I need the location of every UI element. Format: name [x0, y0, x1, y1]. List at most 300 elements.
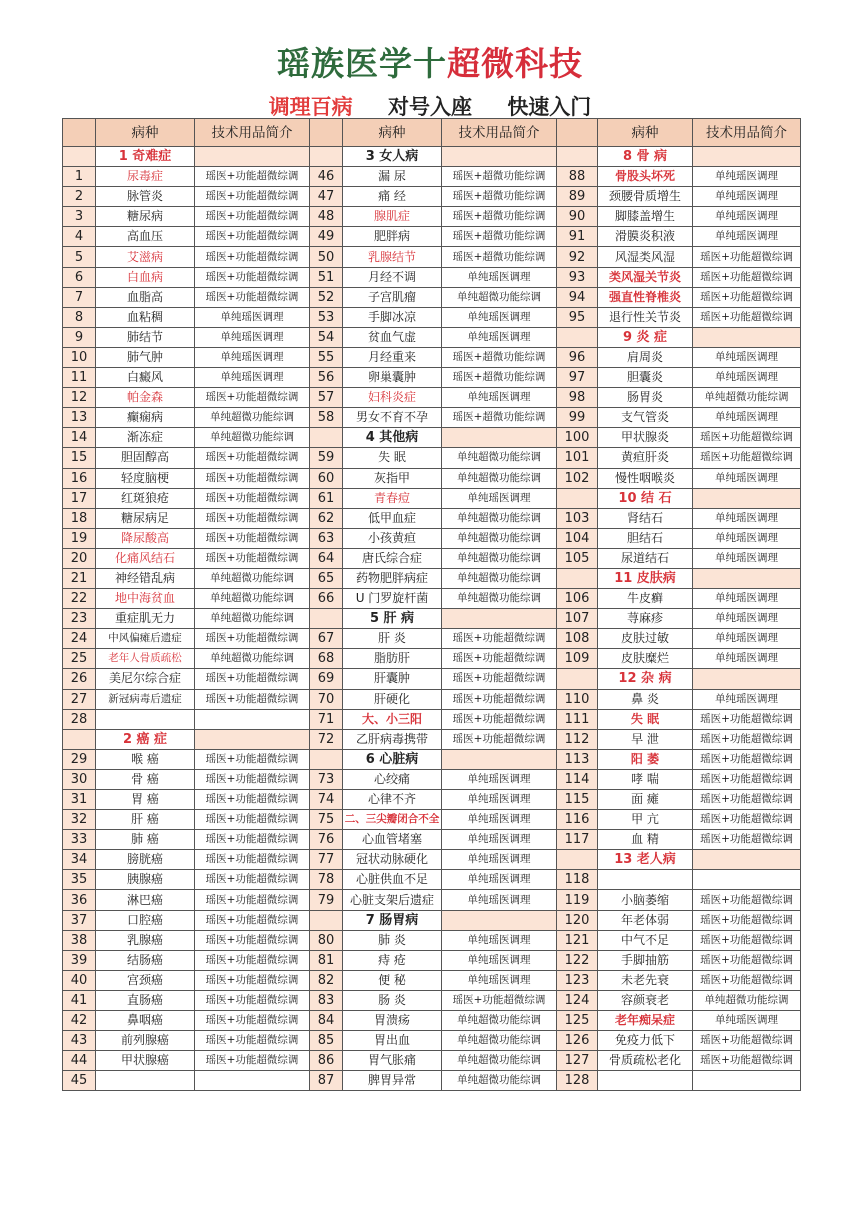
- section-num-cell: [557, 568, 598, 588]
- product-description: 瑶医+功能超微综调: [693, 307, 801, 327]
- table-row: [63, 207, 801, 227]
- table-row: [63, 870, 801, 890]
- product-description: 瑶医+超微功能综调: [442, 167, 557, 187]
- product-description: 瑶医+超微功能综调: [442, 187, 557, 207]
- disease-name: 手脚冰凉: [343, 307, 442, 327]
- disease-name: 地中海贫血: [96, 589, 195, 609]
- row-number: 102: [557, 468, 598, 488]
- product-description: 瑶医+功能超微综调: [693, 810, 801, 830]
- row-number: 22: [63, 589, 96, 609]
- product-description: 瑶医+功能超微综调: [195, 970, 310, 990]
- product-description: 单纯瑶医调理: [442, 790, 557, 810]
- disease-name: 子宫肌瘤: [343, 287, 442, 307]
- table-row: [63, 448, 801, 468]
- product-description: 单纯瑶医调理: [693, 347, 801, 367]
- table-row: [63, 1071, 801, 1091]
- product-description: 单纯超微功能综调: [442, 1011, 557, 1031]
- section-title: [343, 147, 442, 167]
- disease-name: 胆囊炎: [598, 368, 693, 388]
- table-row: [63, 830, 801, 850]
- row-number: 106: [557, 589, 598, 609]
- disease-name: 容颜衰老: [598, 990, 693, 1010]
- title-part1: 瑶族医学十: [277, 44, 447, 83]
- disease-name: 大、小三阳: [343, 709, 442, 729]
- section-title-text: 8 骨 病: [622, 149, 668, 165]
- disease-name: 中气不足: [598, 930, 693, 950]
- row-number: 11: [63, 368, 96, 388]
- row-number: 60: [310, 468, 343, 488]
- row-number: 62: [310, 508, 343, 528]
- disease-name: 前列腺癌: [96, 1031, 195, 1051]
- disease-name: 喉 癌: [96, 749, 195, 769]
- disease-name: 阳 萎: [598, 749, 693, 769]
- section-empty-cell: [693, 147, 801, 167]
- table-row: [63, 990, 801, 1010]
- disease-name: 骨质疏松老化: [598, 1051, 693, 1071]
- product-description: 瑶医+功能超微综调: [195, 790, 310, 810]
- disease-name: 未老先衰: [598, 970, 693, 990]
- product-description: 瑶医+功能超微综调: [693, 709, 801, 729]
- section-title: [598, 669, 693, 689]
- header-num: [63, 119, 96, 147]
- row-number: 14: [63, 428, 96, 448]
- product-description: 单纯超微功能综调: [442, 1071, 557, 1091]
- table-row: [63, 609, 801, 629]
- row-number: 88: [557, 167, 598, 187]
- product-description: 单纯瑶医调理: [442, 810, 557, 830]
- disease-name: 糖尿病: [96, 207, 195, 227]
- disease-name: 肩周炎: [598, 347, 693, 367]
- product-description: 瑶医+功能超微综调: [195, 769, 310, 789]
- subtitle-2: 对号入座: [388, 95, 472, 119]
- row-number: 1: [63, 167, 96, 187]
- disease-name: 心脏支架后遗症: [343, 890, 442, 910]
- row-number: 12: [63, 388, 96, 408]
- disease-name: 胰腺癌: [96, 870, 195, 890]
- disease-name: 骨股头坏死: [598, 167, 693, 187]
- row-number: 37: [63, 910, 96, 930]
- subtitle-1: 调理百病: [268, 95, 353, 119]
- disease-name: 年老体弱: [598, 910, 693, 930]
- header-product: 技术用品简介: [442, 119, 557, 147]
- disease-name: 胃溃疡: [343, 1011, 442, 1031]
- row-number: 114: [557, 769, 598, 789]
- disease-name: 心脏供血不足: [343, 870, 442, 890]
- header-disease: 病种: [343, 119, 442, 147]
- disease-name: 肝硬化: [343, 689, 442, 709]
- disease-name: 鼻咽癌: [96, 1011, 195, 1031]
- disease-name: 渐冻症: [96, 428, 195, 448]
- disease-name: 失 眠: [343, 448, 442, 468]
- product-description: [195, 709, 310, 729]
- row-number: 16: [63, 468, 96, 488]
- row-number: 46: [310, 167, 343, 187]
- product-description: 单纯瑶医调理: [442, 930, 557, 950]
- page-title: [0, 42, 860, 86]
- row-number: 97: [557, 368, 598, 388]
- row-number: 84: [310, 1011, 343, 1031]
- disease-name: 皮肤过敏: [598, 629, 693, 649]
- disease-name: 肝 癌: [96, 810, 195, 830]
- disease-name: 重症肌无力: [96, 609, 195, 629]
- disease-name: 月经不调: [343, 267, 442, 287]
- product-description: 单纯超微功能综调: [195, 589, 310, 609]
- disease-name: 白癜风: [96, 368, 195, 388]
- disease-name: 心律不齐: [343, 790, 442, 810]
- subtitle-3: 快速入门: [507, 95, 592, 119]
- row-number: 68: [310, 649, 343, 669]
- disease-name: 牛皮癣: [598, 589, 693, 609]
- section-empty-cell: [195, 729, 310, 749]
- product-description: 单纯瑶医调理: [442, 830, 557, 850]
- disease-name: 心绞痛: [343, 769, 442, 789]
- row-number: 85: [310, 1031, 343, 1051]
- disease-name: 腺肌症: [343, 207, 442, 227]
- product-description: 瑶医+功能超微综调: [195, 528, 310, 548]
- row-number: 45: [63, 1071, 96, 1091]
- row-number: 5: [63, 247, 96, 267]
- row-number: 73: [310, 769, 343, 789]
- row-number: 69: [310, 669, 343, 689]
- row-number: 119: [557, 890, 598, 910]
- section-num-cell: [557, 488, 598, 508]
- table-row: [63, 548, 801, 568]
- product-description: 瑶医+功能超微综调: [195, 388, 310, 408]
- section-title-text: 13 老人病: [614, 852, 676, 868]
- disease-name: 肠胃炎: [598, 388, 693, 408]
- row-number: 100: [557, 428, 598, 448]
- product-description: 瑶医+功能超微综调: [693, 790, 801, 810]
- disease-name: 神经错乱病: [96, 568, 195, 588]
- product-description: 单纯瑶医调理: [442, 327, 557, 347]
- table-row: [63, 388, 801, 408]
- section-title: [96, 729, 195, 749]
- row-number: 56: [310, 368, 343, 388]
- product-description: 瑶医+功能超微综调: [195, 468, 310, 488]
- row-number: 20: [63, 548, 96, 568]
- disease-name: 药物肥胖病症: [343, 568, 442, 588]
- row-number: 9: [63, 327, 96, 347]
- row-number: 10: [63, 347, 96, 367]
- product-description: 瑶医+功能超微综调: [442, 689, 557, 709]
- section-title-text: 3 女人病: [365, 149, 419, 165]
- table-row: [63, 1011, 801, 1031]
- product-description: 单纯超微功能综调: [442, 589, 557, 609]
- product-description: 瑶医+功能超微综调: [693, 830, 801, 850]
- product-description: 单纯瑶医调理: [195, 327, 310, 347]
- product-description: 瑶医+功能超微综调: [195, 1031, 310, 1051]
- row-number: 74: [310, 790, 343, 810]
- product-description: 单纯瑶医调理: [693, 528, 801, 548]
- row-number: 94: [557, 287, 598, 307]
- row-number: 7: [63, 287, 96, 307]
- row-number: 3: [63, 207, 96, 227]
- disease-name: 高血压: [96, 227, 195, 247]
- table-row: [63, 689, 801, 709]
- row-number: 52: [310, 287, 343, 307]
- disease-name: 脂肪肝: [343, 649, 442, 669]
- product-description: 单纯超微功能综调: [442, 287, 557, 307]
- product-description: 瑶医+功能超微综调: [195, 689, 310, 709]
- header-disease: 病种: [598, 119, 693, 147]
- product-description: 瑶医+功能超微综调: [195, 1051, 310, 1071]
- disease-name: 膀胱癌: [96, 850, 195, 870]
- disease-name: 乳腺结节: [343, 247, 442, 267]
- row-number: 108: [557, 629, 598, 649]
- product-description: 瑶医+功能超微综调: [195, 227, 310, 247]
- product-description: 瑶医+功能超微综调: [195, 850, 310, 870]
- disease-name: 支气管炎: [598, 408, 693, 428]
- product-description: 单纯超微功能综调: [195, 408, 310, 428]
- row-number: 103: [557, 508, 598, 528]
- disease-name: 胃气胀痛: [343, 1051, 442, 1071]
- disease-name: 脾胃异常: [343, 1071, 442, 1091]
- disease-name: U 门罗旋杆菌: [343, 589, 442, 609]
- table-row: [63, 187, 801, 207]
- section-empty-cell: [195, 147, 310, 167]
- row-number: 42: [63, 1011, 96, 1031]
- row-number: 8: [63, 307, 96, 327]
- section-title: [343, 749, 442, 769]
- product-description: 瑶医+功能超微综调: [442, 669, 557, 689]
- row-number: 63: [310, 528, 343, 548]
- table-row: [63, 568, 801, 588]
- product-description: 瑶医+功能超微综调: [195, 287, 310, 307]
- product-description: 瑶医+功能超微综调: [693, 287, 801, 307]
- row-number: 33: [63, 830, 96, 850]
- product-description: 单纯超微功能综调: [442, 528, 557, 548]
- table-row: [63, 247, 801, 267]
- table-row: [63, 890, 801, 910]
- row-number: 21: [63, 568, 96, 588]
- row-number: 65: [310, 568, 343, 588]
- row-number: 83: [310, 990, 343, 1010]
- table-row: [63, 508, 801, 528]
- product-description: 单纯瑶医调理: [693, 589, 801, 609]
- section-title: [598, 488, 693, 508]
- product-description: 瑶医+功能超微综调: [693, 428, 801, 448]
- table-row: [63, 709, 801, 729]
- row-number: 92: [557, 247, 598, 267]
- disease-name: 肺 炎: [343, 930, 442, 950]
- disease-name: 便 秘: [343, 970, 442, 990]
- disease-name: 退行性关节炎: [598, 307, 693, 327]
- section-num-cell: [310, 147, 343, 167]
- disease-name: 脚膝盖增生: [598, 207, 693, 227]
- table-row: [63, 729, 801, 749]
- product-description: 单纯瑶医调理: [442, 870, 557, 890]
- product-description: 单纯超微功能综调: [442, 1051, 557, 1071]
- product-description: 瑶医+超微功能综调: [442, 408, 557, 428]
- row-number: 41: [63, 990, 96, 1010]
- product-description: 瑶医+功能超微综调: [195, 548, 310, 568]
- table-row: [63, 769, 801, 789]
- row-number: 123: [557, 970, 598, 990]
- table-row: [63, 950, 801, 970]
- disease-name: 胃出血: [343, 1031, 442, 1051]
- disease-name: 化痛风结石: [96, 548, 195, 568]
- product-description: 单纯瑶医调理: [693, 649, 801, 669]
- disease-name: 胆固醇高: [96, 448, 195, 468]
- product-description: 瑶医+功能超微综调: [693, 930, 801, 950]
- row-number: 98: [557, 388, 598, 408]
- row-number: 17: [63, 488, 96, 508]
- disease-name: 新冠病毒后遗症: [96, 689, 195, 709]
- disease-name: 失 眠: [598, 709, 693, 729]
- row-number: 72: [310, 729, 343, 749]
- table-row: [63, 408, 801, 428]
- disease-name: 甲状腺炎: [598, 428, 693, 448]
- disease-name: 低甲血症: [343, 508, 442, 528]
- product-description: 单纯超微功能综调: [442, 1031, 557, 1051]
- table-row: [63, 327, 801, 347]
- disease-name: 荨麻疹: [598, 609, 693, 629]
- disease-name: 冠状动脉硬化: [343, 850, 442, 870]
- disease-name: 滑膜炎积液: [598, 227, 693, 247]
- disease-name: 免疫力低下: [598, 1031, 693, 1051]
- product-description: 瑶医+功能超微综调: [693, 970, 801, 990]
- section-title: [598, 327, 693, 347]
- disease-name: 灰指甲: [343, 468, 442, 488]
- row-number: 111: [557, 709, 598, 729]
- disease-name: 小孩黄疸: [343, 528, 442, 548]
- disease-name: 口腔癌: [96, 910, 195, 930]
- disease-name: 老年人骨质疏松: [96, 649, 195, 669]
- disease-name: 肥胖病: [343, 227, 442, 247]
- product-description: 瑶医+功能超微综调: [693, 749, 801, 769]
- disease-name: [598, 1071, 693, 1091]
- disease-name: 骨 癌: [96, 769, 195, 789]
- section-title-text: 11 皮肤病: [614, 571, 676, 587]
- product-description: 单纯瑶医调理: [442, 850, 557, 870]
- row-number: 116: [557, 810, 598, 830]
- disease-name: 卵巢囊肿: [343, 368, 442, 388]
- table-row: [63, 227, 801, 247]
- table-row: [63, 287, 801, 307]
- section-num-cell: [310, 428, 343, 448]
- product-description: 单纯瑶医调理: [442, 890, 557, 910]
- table-row: [63, 147, 801, 167]
- section-num-cell: [557, 669, 598, 689]
- row-number: 101: [557, 448, 598, 468]
- row-number: 57: [310, 388, 343, 408]
- disease-name: 血粘稠: [96, 307, 195, 327]
- product-description: 单纯超微功能综调: [442, 448, 557, 468]
- row-number: 128: [557, 1071, 598, 1091]
- section-title-text: 9 炎 症: [622, 329, 668, 345]
- header-row: [63, 119, 801, 147]
- product-description: 单纯超微功能综调: [195, 568, 310, 588]
- disease-name: 尿道结石: [598, 548, 693, 568]
- disease-name: 降尿酸高: [96, 528, 195, 548]
- disease-name: 漏 尿: [343, 167, 442, 187]
- disease-name: 黄疸肝炎: [598, 448, 693, 468]
- row-number: 89: [557, 187, 598, 207]
- table-row: [63, 167, 801, 187]
- row-number: 96: [557, 347, 598, 367]
- disease-name: 月经重来: [343, 347, 442, 367]
- row-number: 82: [310, 970, 343, 990]
- table-row: [63, 810, 801, 830]
- product-description: 单纯超微功能综调: [442, 508, 557, 528]
- disease-name: 心血管堵塞: [343, 830, 442, 850]
- row-number: 50: [310, 247, 343, 267]
- section-num-cell: [557, 147, 598, 167]
- product-description: 单纯瑶医调理: [693, 508, 801, 528]
- row-number: 55: [310, 347, 343, 367]
- product-description: 瑶医+功能超微综调: [693, 910, 801, 930]
- row-number: 95: [557, 307, 598, 327]
- table-row: [63, 368, 801, 388]
- table-row: [63, 910, 801, 930]
- disease-name: 癫痫病: [96, 408, 195, 428]
- row-number: 19: [63, 528, 96, 548]
- row-number: 112: [557, 729, 598, 749]
- product-description: 瑶医+功能超微综调: [195, 247, 310, 267]
- section-title-text: 7 肠胃病: [365, 912, 419, 928]
- product-description: 瑶医+功能超微综调: [195, 207, 310, 227]
- product-description: 瑶医+功能超微综调: [195, 267, 310, 287]
- disease-name: 皮肤糜烂: [598, 649, 693, 669]
- product-description: 瑶医+功能超微综调: [195, 810, 310, 830]
- table-row: [63, 1031, 801, 1051]
- section-title-text: 6 心脏病: [365, 751, 419, 767]
- disease-name: 中风偏瘫后遗症: [96, 629, 195, 649]
- table-row: [63, 468, 801, 488]
- section-title: [343, 910, 442, 930]
- product-description: 单纯瑶医调理: [442, 488, 557, 508]
- disease-name: 尿毒症: [96, 167, 195, 187]
- product-description: 单纯瑶医调理: [693, 368, 801, 388]
- row-number: 91: [557, 227, 598, 247]
- section-empty-cell: [693, 850, 801, 870]
- product-description: 瑶医+功能超微综调: [195, 669, 310, 689]
- product-description: 瑶医+功能超微综调: [442, 990, 557, 1010]
- disease-name: [96, 1071, 195, 1091]
- row-number: 77: [310, 850, 343, 870]
- row-number: 44: [63, 1051, 96, 1071]
- row-number: 99: [557, 408, 598, 428]
- disease-name: 手脚抽筋: [598, 950, 693, 970]
- product-description: 单纯瑶医调理: [442, 970, 557, 990]
- row-number: 25: [63, 649, 96, 669]
- product-description: 瑶医+超微功能综调: [442, 227, 557, 247]
- disease-name: 红斑狼疮: [96, 488, 195, 508]
- section-num-cell: [63, 147, 96, 167]
- row-number: 75: [310, 810, 343, 830]
- header-disease: 病种: [96, 119, 195, 147]
- disease-name: 血 精: [598, 830, 693, 850]
- disease-name: 鼻 炎: [598, 689, 693, 709]
- disease-name: 强直性脊椎炎: [598, 287, 693, 307]
- disease-name: 痔 疮: [343, 950, 442, 970]
- product-description: 单纯瑶医调理: [693, 408, 801, 428]
- row-number: 76: [310, 830, 343, 850]
- row-number: 64: [310, 548, 343, 568]
- product-description: [195, 1071, 310, 1091]
- row-number: 24: [63, 629, 96, 649]
- section-title: [598, 147, 693, 167]
- disease-name: 美尼尔综合症: [96, 669, 195, 689]
- product-description: 单纯瑶医调理: [442, 267, 557, 287]
- disease-name: 慢性咽喉炎: [598, 468, 693, 488]
- table-row: [63, 649, 801, 669]
- product-description: 单纯瑶医调理: [195, 347, 310, 367]
- product-description: 瑶医+功能超微综调: [442, 729, 557, 749]
- product-description: 瑶医+功能超微综调: [693, 890, 801, 910]
- section-num-cell: [557, 327, 598, 347]
- product-description: [693, 870, 801, 890]
